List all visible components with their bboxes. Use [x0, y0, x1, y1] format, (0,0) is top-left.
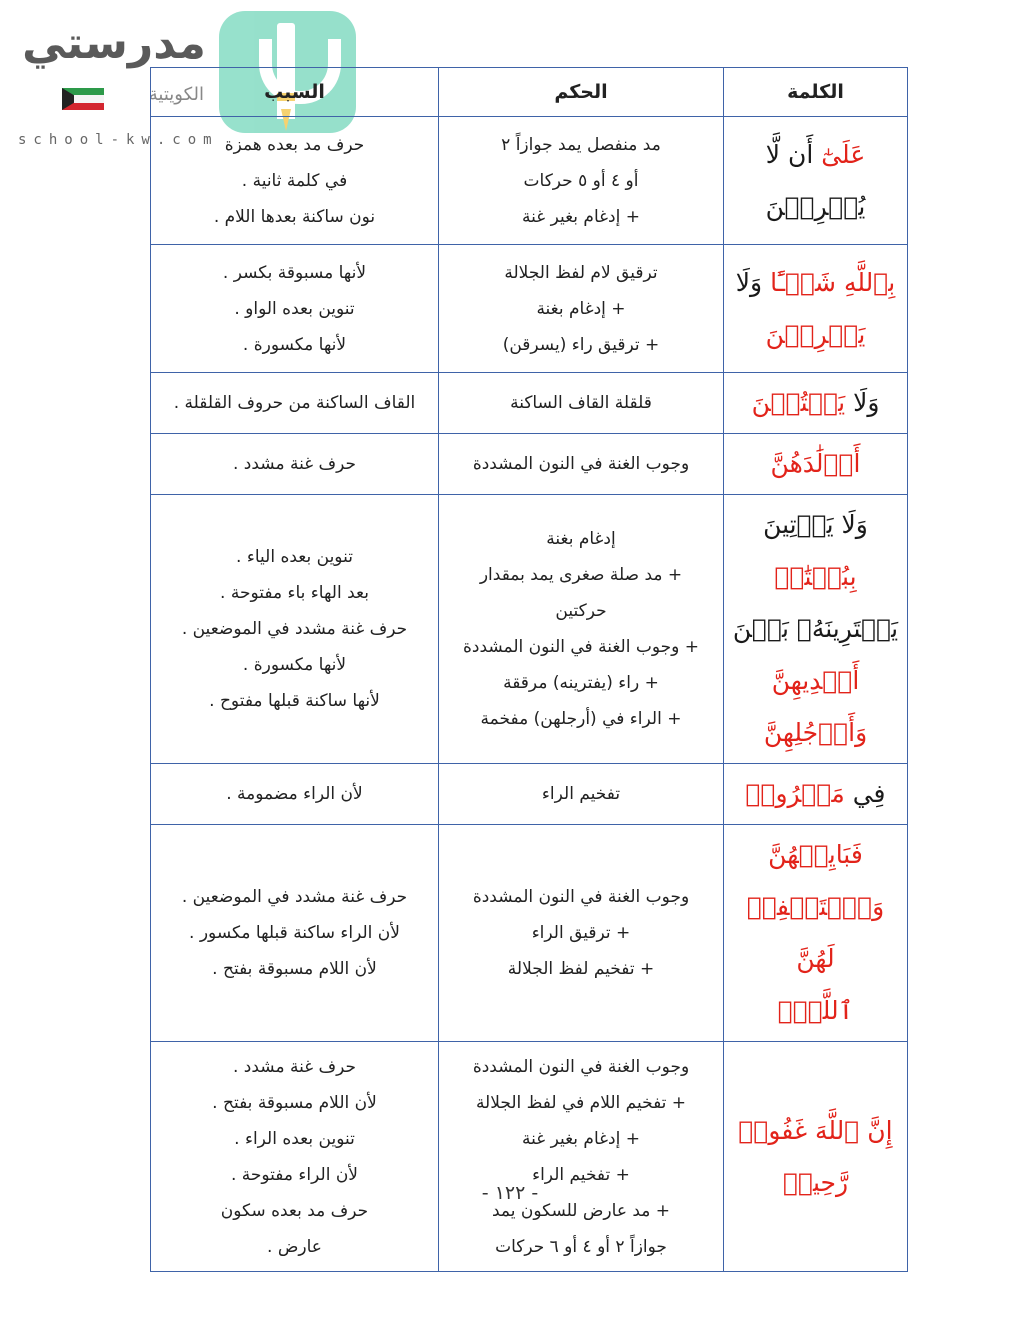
cell-reason — [151, 117, 439, 245]
table-row — [151, 495, 908, 764]
logo-url: school-kw.com — [18, 132, 219, 148]
table-row — [151, 245, 908, 373]
reason-line: لأنها مسبوقة بكسر . — [222, 262, 367, 283]
quran-word-line: فَبَايِعۡهُنَّ — [768, 840, 863, 869]
reason-line: عارض . — [267, 1236, 322, 1257]
cell-rule — [439, 245, 724, 373]
quran-word-line: ٱللَّهَۖ — [777, 996, 854, 1025]
rule-line: + مد عارض للسكون يمد — [491, 1200, 671, 1221]
logo-name: مدرستي — [22, 18, 206, 69]
reason-line: حرف غنة مشدد في الموضعين . — [181, 619, 408, 639]
cell-rule — [439, 373, 724, 434]
reason-line: نون ساكنة بعدها اللام . — [213, 206, 376, 227]
cell-rule — [439, 764, 724, 825]
header-rule: الحكم — [439, 68, 724, 117]
reason-line: حرف مد بعده سكون — [220, 1200, 369, 1221]
rule-line: + تفخيم الراء — [532, 1164, 630, 1185]
rule-line: ترقيق لام لفظ الجلالة — [504, 262, 658, 283]
reason-line: تنوين بعده الياء . — [236, 547, 353, 567]
header-reason: السبب — [151, 68, 439, 117]
reason-line: لأن اللام مسبوقة بفتح . — [212, 1092, 377, 1113]
logo-country: الكويتية — [148, 84, 204, 105]
kuwait-flag-icon — [62, 88, 104, 110]
quran-word-line: يُشۡرِكۡنَ — [765, 191, 866, 221]
reason-line: حرف مد بعده همزة — [224, 134, 365, 155]
reason-line: بعد الهاء باء مفتوحة . — [220, 583, 369, 603]
quran-word-line: وَلَا يَقۡتُلۡنَ — [751, 388, 880, 417]
rule-line: + وجوب الغنة في النون المشددة — [462, 637, 699, 657]
cell-rule — [439, 434, 724, 495]
cell-word — [724, 825, 908, 1042]
table-row — [151, 825, 908, 1042]
cell-reason — [151, 373, 439, 434]
reason-line: لأنها ساكنة قبلها مفتوح . — [209, 691, 380, 711]
cell-reason — [151, 495, 439, 764]
rule-line: قلقلة القاف الساكنة — [510, 393, 652, 413]
rule-line: + تفخيم اللام في لفظ الجلالة — [475, 1092, 687, 1113]
table-header-row — [151, 68, 908, 117]
reason-line: لأنها مكسورة . — [242, 655, 347, 675]
table-row — [151, 434, 908, 495]
rule-line: + ترقيق الراء — [531, 923, 631, 943]
rule-line: + الراء في (أرجلهن) مفخمة — [480, 709, 682, 729]
quran-word-line: رَّحِيمٞ — [782, 1167, 849, 1197]
rule-line: حركتين — [555, 601, 607, 621]
cell-word — [724, 117, 908, 245]
cell-reason — [151, 434, 439, 495]
reason-line: لأن الراء مضمومة . — [226, 784, 363, 804]
rule-line: + إدغام بغير غنة — [522, 1128, 640, 1149]
table-row — [151, 373, 908, 434]
cell-reason — [151, 825, 439, 1042]
quran-word-line: إِنَّ ٱللَّهَ غَفُورٞ — [738, 1115, 893, 1145]
cell-rule — [439, 1042, 724, 1272]
cell-word — [724, 1042, 908, 1272]
quran-word-line: بِٱللَّهِ شَيۡـًٔا وَلَا — [735, 267, 896, 297]
quran-word-line: وَٱسۡتَغۡفِرۡ لَهُنَّ — [746, 892, 885, 973]
cell-rule — [439, 117, 724, 245]
cell-reason — [151, 245, 439, 373]
cell-reason — [151, 1042, 439, 1272]
quran-word-line: يَفۡتَرِينَهُۥ بَيۡنَ — [732, 614, 899, 643]
tajweed-rules-table — [150, 67, 908, 1272]
rule-line: وجوب الغنة في النون المشددة — [472, 454, 690, 474]
rule-line: وجوب الغنة في النون المشددة — [472, 1056, 690, 1077]
header-word: الكلمة — [724, 68, 908, 117]
reason-line: حرف غنة مشدد في الموضعين . — [181, 887, 408, 907]
reason-line: في كلمة ثانية . — [241, 170, 348, 191]
reason-line: القاف الساكنة من حروف القلقلة . — [173, 393, 416, 413]
rule-line: مد منفصل يمد جوازاً ٢ — [501, 134, 661, 155]
reason-line: لأنها مكسورة . — [242, 334, 347, 355]
reason-line: تنوين بعده الراء . — [234, 1128, 355, 1149]
cell-word — [724, 495, 908, 764]
rule-line: وجوب الغنة في النون المشددة — [472, 887, 690, 907]
rule-line: + مد صلة صغرى يمد بمقدار — [479, 565, 683, 585]
quran-word-line: فِي مَعۡرُوفٖ — [745, 779, 886, 808]
cell-word — [724, 245, 908, 373]
table-row — [151, 764, 908, 825]
quran-word-line: وَلَا يَأۡتِينَ بِبُهۡتَٰنٖ — [763, 510, 868, 591]
cell-rule — [439, 825, 724, 1042]
rule-line: جوازاً ٢ أو ٤ أو ٦ حركات — [495, 1236, 667, 1257]
reason-line: لأن الراء مفتوحة . — [230, 1164, 359, 1185]
reason-line: تنوين بعده الواو . — [234, 298, 355, 319]
quran-word-line: يَسۡرِقۡنَ — [765, 319, 866, 349]
quran-word-line: أَوۡلَٰدَهُنَّ — [770, 449, 861, 478]
rule-line: تفخيم الراء — [541, 784, 621, 804]
rule-line: + إدغام بغنة — [536, 298, 626, 319]
table-row — [151, 117, 908, 245]
rule-line: أو ٤ أو ٥ حركات — [523, 170, 639, 191]
cell-word — [724, 373, 908, 434]
rule-line: إدغام بغنة — [546, 529, 616, 549]
cell-rule — [439, 495, 724, 764]
page-number: - ١٢٢ - — [481, 1182, 539, 1204]
rule-line: + إدغام بغير غنة — [522, 206, 640, 227]
cell-word — [724, 434, 908, 495]
reason-line: حرف غنة مشدد . — [232, 1056, 357, 1077]
reason-line: لأن اللام مسبوقة بفتح . — [212, 959, 377, 979]
table-row — [151, 1042, 908, 1272]
rule-line: + ترقيق راء (يسرقن) — [502, 334, 660, 355]
cell-reason — [151, 764, 439, 825]
cell-word — [724, 764, 908, 825]
reason-line: حرف غنة مشدد . — [232, 454, 357, 474]
quran-word-line: أَيۡدِيهِنَّ وَأَرۡجُلِهِنَّ — [763, 666, 868, 747]
rule-line: + راء (يفترينه) مرققة — [503, 673, 659, 693]
rule-line: + تفخيم لفظ الجلالة — [507, 959, 655, 979]
quran-word-line: عَلَىٰٓ أَن لَّا — [765, 139, 866, 169]
reason-line: لأن الراء ساكنة قبلها مكسور . — [189, 923, 400, 943]
